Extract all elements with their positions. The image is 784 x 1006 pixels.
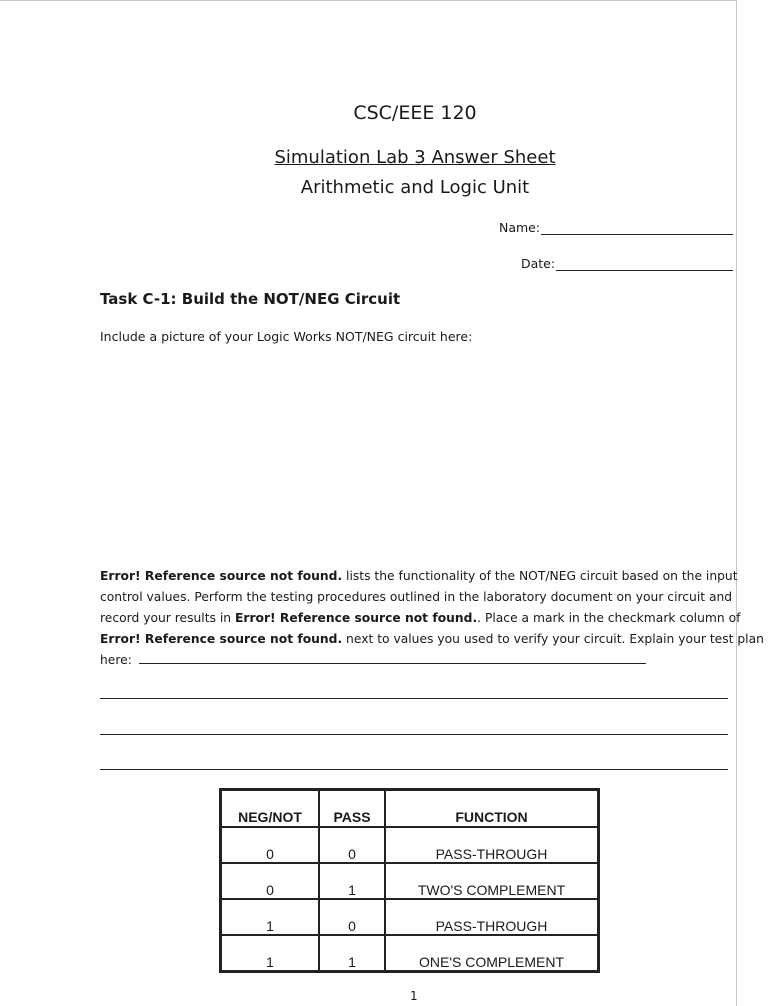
cell-pass: 1 — [319, 935, 385, 972]
table-row — [221, 863, 599, 899]
reference-error: Error! Reference source not found. — [234, 611, 478, 625]
function-table — [219, 788, 600, 973]
paragraph-line: record your results in Error! Reference source not found.. Place a mark in the checkmark column of — [100, 611, 741, 625]
col-header-neg-not: NEG/NOT — [221, 790, 320, 828]
test-plan-paragraph — [100, 566, 764, 671]
answer-line[interactable] — [100, 769, 728, 770]
cell-function: PASS-THROUGH — [385, 899, 599, 935]
date-blank[interactable] — [556, 258, 733, 271]
table-row — [221, 899, 599, 935]
name-label: Name: — [499, 220, 541, 235]
col-header-pass: PASS — [319, 790, 385, 828]
reference-error: Error! Reference source not found. — [100, 569, 343, 583]
cell-function: PASS-THROUGH — [385, 827, 599, 863]
paragraph-line: control values. Perform the testing procedures outlined in the laboratory document on your circuit and — [100, 590, 733, 604]
name-field[interactable] — [499, 220, 733, 235]
table-row — [221, 827, 599, 863]
cell-pass: 0 — [319, 827, 385, 863]
paragraph-line: Error! Reference source not found. next to values you used to verify your circuit. Explain your test plan — [100, 632, 764, 646]
name-blank[interactable] — [541, 222, 733, 235]
page-number: 1 — [410, 989, 418, 1003]
reference-error: Error! Reference source not found. — [100, 632, 343, 646]
test-plan-blank[interactable] — [139, 651, 646, 664]
cell-function: TWO'S COMPLEMENT — [385, 863, 599, 899]
course-code: CSC/EEE 120 — [353, 102, 477, 124]
cell-neg-not: 0 — [221, 863, 320, 899]
cell-function: ONE'S COMPLEMENT — [385, 935, 599, 972]
answer-line[interactable] — [100, 734, 728, 735]
cell-neg-not: 0 — [221, 827, 320, 863]
paragraph-line: here: — [100, 650, 730, 671]
table-row — [221, 935, 599, 972]
col-header-function: FUNCTION — [385, 790, 599, 828]
task-instruction: Include a picture of your Logic Works NOT/NEG circuit here: — [100, 329, 473, 344]
cell-neg-not: 1 — [221, 935, 320, 972]
cell-neg-not: 1 — [221, 899, 320, 935]
cell-pass: 1 — [319, 863, 385, 899]
cell-pass: 0 — [319, 899, 385, 935]
table-header-row — [221, 790, 599, 828]
paragraph-line: Error! Reference source not found. lists the functionality of the NOT/NEG circuit based on the input — [100, 569, 738, 583]
answer-line[interactable] — [100, 698, 728, 699]
date-field[interactable] — [521, 256, 733, 271]
task-heading: Task C-1: Build the NOT/NEG Circuit — [100, 290, 401, 308]
sheet-subtitle: Arithmetic and Logic Unit — [300, 177, 530, 198]
sheet-title: Simulation Lab 3 Answer Sheet — [274, 147, 556, 168]
date-label: Date: — [521, 256, 556, 271]
